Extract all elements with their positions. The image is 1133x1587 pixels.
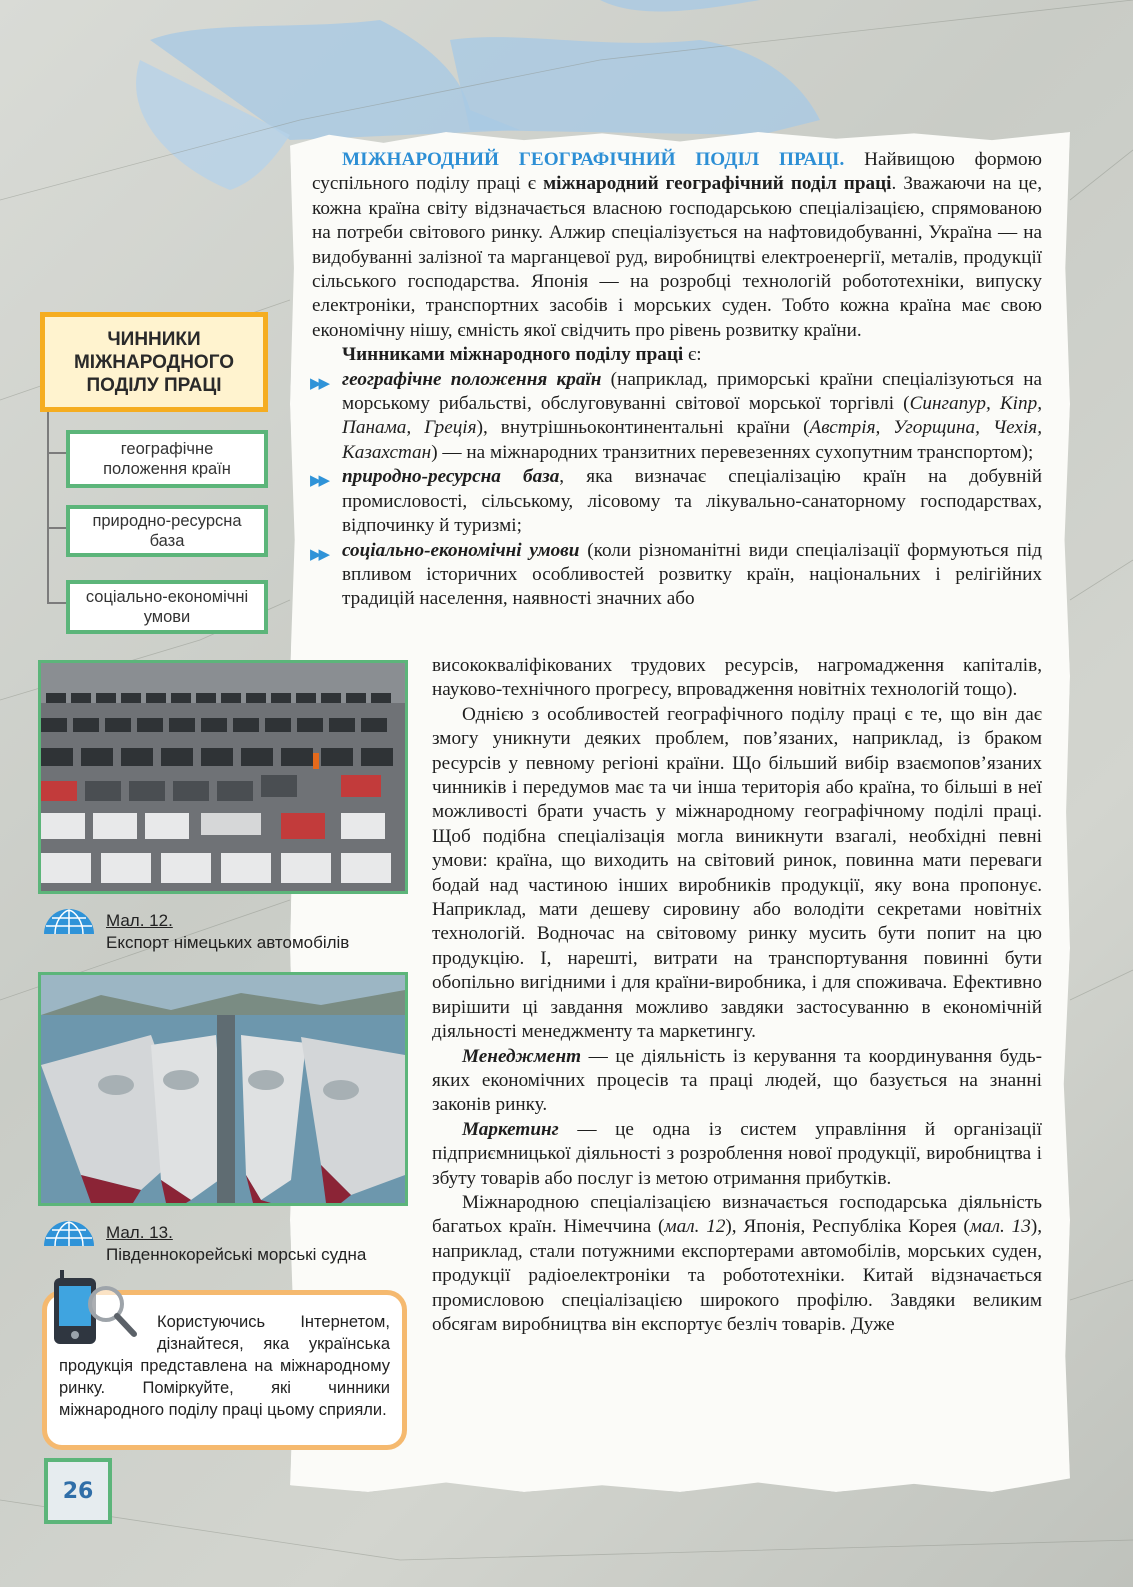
task-text: Користуючись Інтернетом, дізнайтеся, яка українська продукція представлена на міжнародному ринку. Поміркуйте, які чинники міжнародного поділу праці цьому сприяли. [59,1313,390,1419]
paragraph-features: Однією з особливостей географічного поділу праці є те, що він дає змогу уникнути деяких проблем, пов’язаних, наприклад, із браком ресурсів у певному регіоні країни. Що більший вибір взаємопов’язаних чинників і передумов має та чи інша територія або країна, то більші в неї можливості брати участь у міжнародному географічному поділі праці. Щоб подібна спеціалізація могла виникнути взагалі, необхідні певні умови: країна, що виходить на світовий ринок, повинна мати переваги бодай над частиною інших виробників продукції, яку вона пропонує. Наприклад, мати дешеву сировину або володіти секретами новітніх технологій. Водночас на світовому ринку мусить бути попит на цю продукцію. І, нарешті, витрати на транспортування повинні бути обопільно вигідними і для країни-виробника, і для споживача. Ефективно вирішити ці завдання можливо завдяки застосуванню в економічній діяльності менеджменту та маркетингу. [432,703,1042,1043]
factor-item-resources: природно-ресурсна база [66,505,268,557]
intro-paragraph: МІЖНАРОДНИЙ ГЕОГРАФІЧНИЙ ПОДІЛ ПРАЦІ. Найвищою формою суспільного поділу праці є міжнародний географічний поділ праці. Зважаючи на це, кожна країна світу відзначається власною господарською спеціалізацією, спрямованою на потреби світового ринку. Алжир спеціалізується на нафтовидобуванні, Україна — на видобуванні залізної та марганцевої руд, виробництві електроенергії, металів, продукції сільського господарства. Японія — на розробці технологій робототехніки, випуску електроніки, транспортних засобів і морських суден. Тобто кожна країна має свою економічну нішу, ємність якої свідчить про рівень розвитку країни. [312,149,1042,341]
paragraph-specialization: Міжнародною спеціалізацією визначається господарська діяльність багатьох країн. Німеччина (мал. 12), Японія, Республіка Корея (мал. 13), наприклад, стали потужними експортерами автомобілів, морських суден, продукції радіоелектроніки та робототехніки. Китай відзначається промисловою спеціалізацією широкого профілю. Завдяки великим обсягам виробництва він експортує безліч товарів. Дуже [432,1191,1042,1335]
factors-intro: Чинниками міжнародного поділу праці є: [342,344,702,366]
bullet-socioeconomic-continued: висококваліфікованих трудових ресурсів, нагромадження капіталів, науково-технічного прогресу, впровадження новітніх технологій тощо). [432,655,1042,701]
page-number: 26 [44,1458,112,1524]
diagram-connector-branch [47,527,67,529]
bullet-icon: ▶▶ [310,471,328,490]
car-parking-image [41,663,405,891]
factors-title-box [40,312,268,412]
diagram-connector [47,412,49,602]
diagram-connector-branch [47,452,67,454]
bullet-icon: ▶▶ [310,373,328,392]
bullet-icon: ▶▶ [310,544,328,563]
photo-car-export [38,660,408,894]
section-heading: МІЖНАРОДНИЙ ГЕОГРАФІЧНИЙ ПОДІЛ ПРАЦІ. [342,149,845,170]
figure-title: Південнокорейські морські судна [106,1245,367,1264]
factor-item-socioeconomic: соціально-економічні умови [66,580,268,634]
figure-13-caption [106,1222,366,1266]
globe-icon [40,1216,98,1246]
main-text-continued [432,654,1042,1337]
figure-number: Мал. 13. [106,1223,173,1242]
bullet-resources: ▶▶ природно-ресурсна база, яка визначає спеціалізацію країн на добувній промисловості, сільському, лісовому та лікувально-санаторному господарствах, відпочинку й туризмі; [310,466,1042,537]
bullet-geographic: ▶▶ географічне положення країн (наприклад, приморські країни спеціалізуються на морському рибальстві, обслуговуванні світової морської торгівлі (Сингапур, Кіпр, Панама, Греція), внутрішньоконтинентальні країни (Австрія, Угорщина, Чехія, Казахстан) — на міжнародних транзитних перевезеннях сухопутним транспортом); [310,368,1042,463]
paragraph-management: Менеджмент — це діяльність із керування та координування будь-яких економічних процесів та праці людей, що базується на знанні законів ринку. [432,1045,1042,1116]
phone-search-icon [50,1268,138,1348]
factors-title: ЧИННИКИ МІЖНАРОДНОГО ПОДІЛУ ПРАЦІ [73,328,234,396]
figure-title: Експорт німецьких автомобілів [106,933,350,952]
ships-image [41,975,405,1203]
diagram-connector-branch [47,602,67,604]
factor-item-geographic: географічне положення країн [66,430,268,488]
figure-number: Мал. 12. [106,911,173,930]
photo-korean-ships [38,972,408,1206]
bullet-socioeconomic: ▶▶ соціально-економічні умови (коли різноманітні види спеціалізації формуються під впливом історичних особливостей розвитку країн, національних і релігійних традицій населення, наявності значних або [310,539,1042,610]
main-text [312,148,1042,612]
globe-icon [40,904,98,934]
paragraph-marketing: Маркетинг — це одна із систем управління й організації підприємницької діяльності з розроблення нової продукції, виробництва і збуту товарів або послуг із метою отримання прибутків. [432,1118,1042,1189]
figure-12-caption [106,910,349,954]
